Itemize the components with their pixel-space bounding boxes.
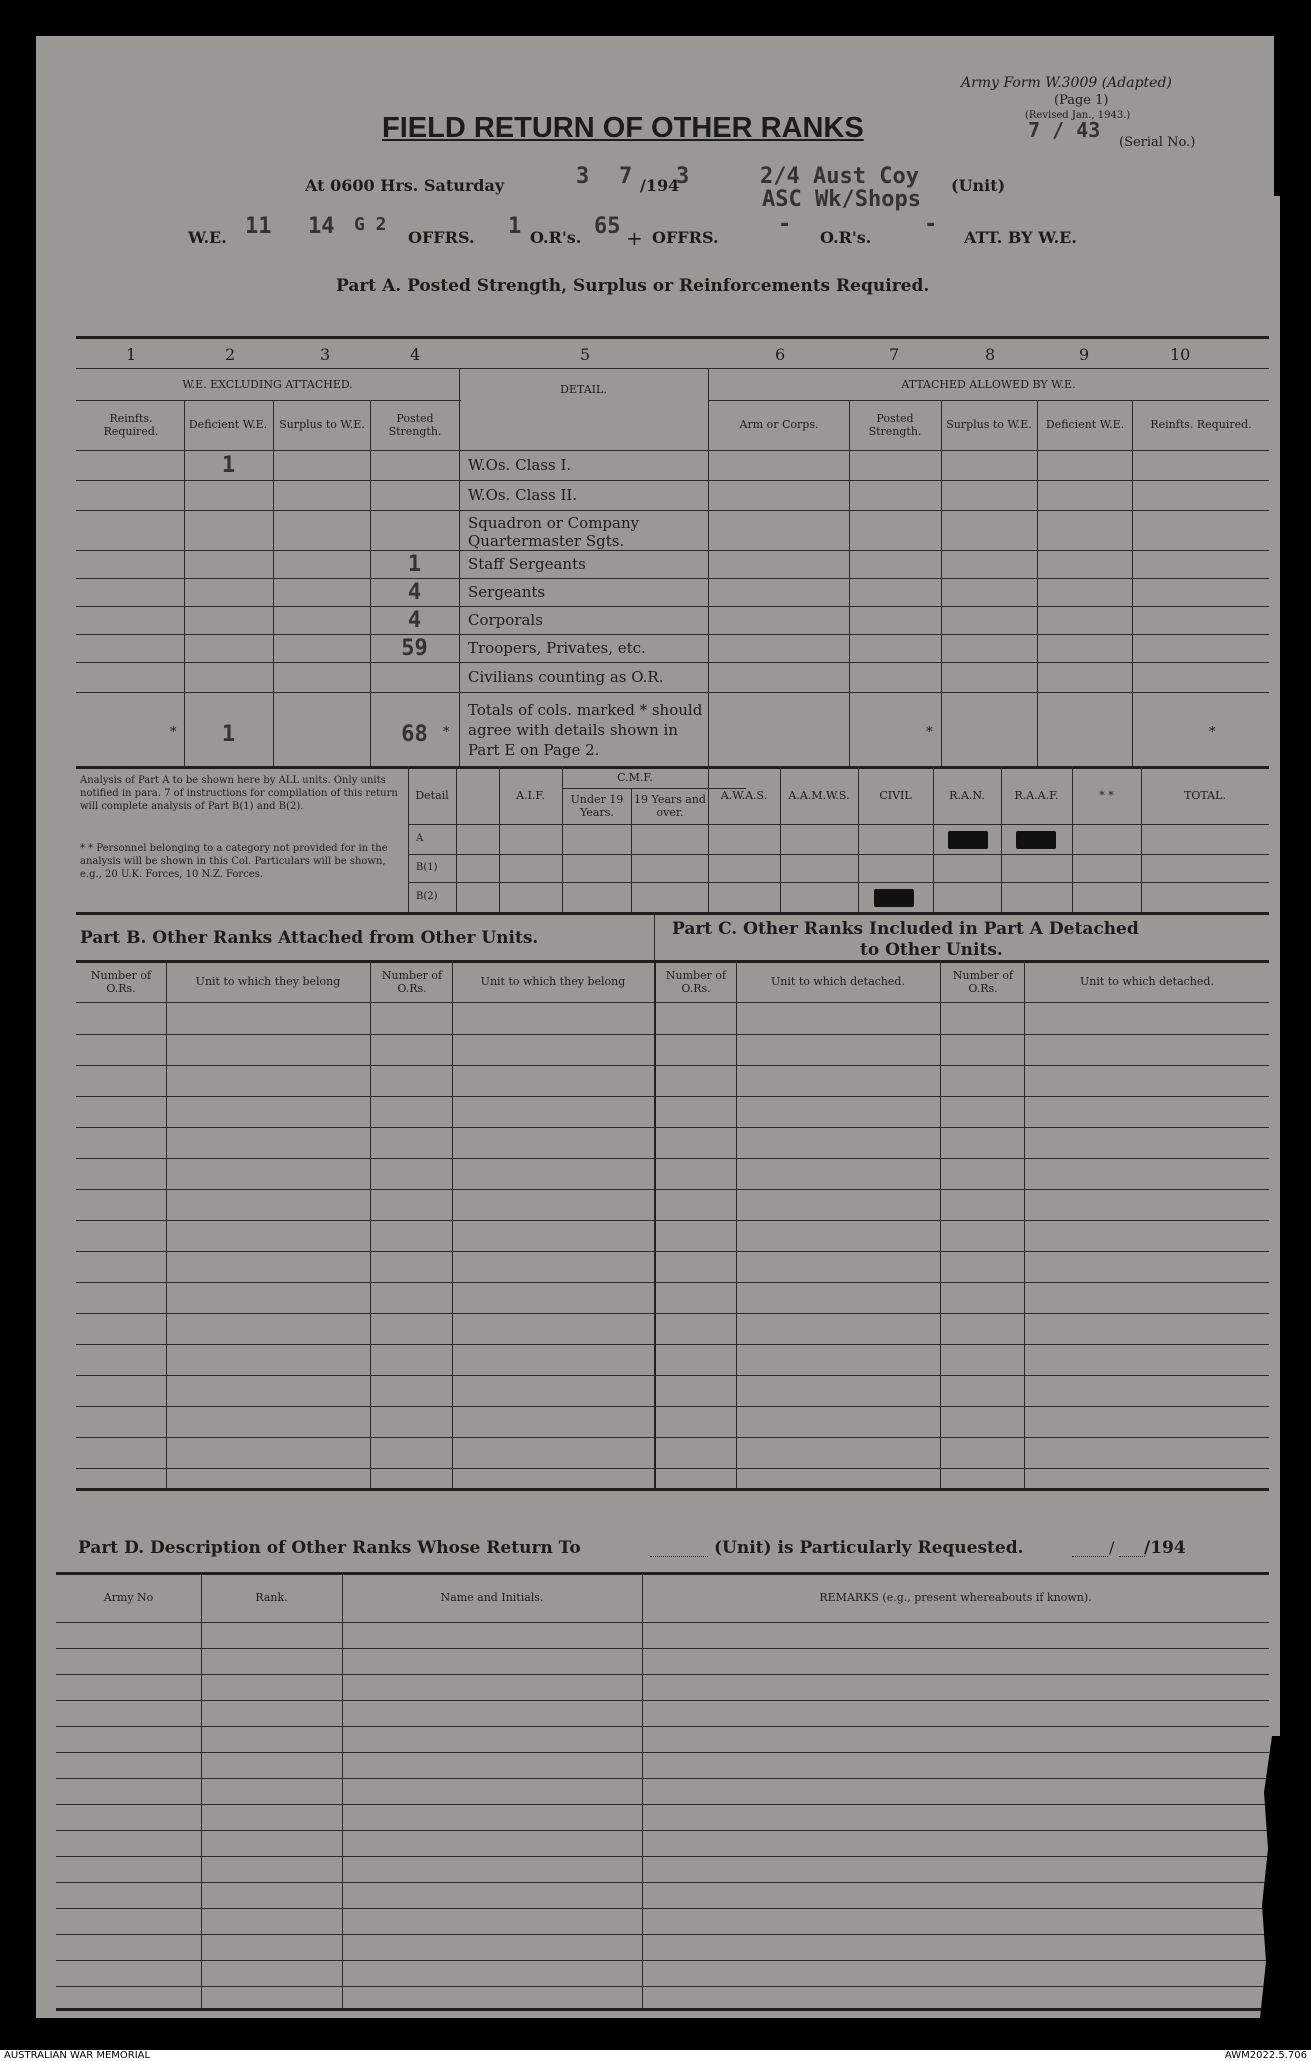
deficient-wo1: 1 — [221, 452, 236, 478]
ruled-line — [56, 1726, 1269, 1727]
part-d-date-dots-2 — [1119, 1556, 1145, 1557]
arm-corps-header: Arm or Corps. — [739, 418, 819, 432]
we-label: W.E. — [188, 228, 227, 247]
deficient-we-header: Deficient W.E. — [188, 418, 268, 432]
other-stars-header: * * — [1099, 789, 1114, 803]
ruled-line — [56, 1700, 1269, 1701]
ruled-line — [56, 1960, 1269, 1961]
ruled-line — [56, 1804, 1269, 1805]
att-label: ATT. BY W.E. — [964, 228, 1077, 247]
part-d-title-a: Part D. Description of Other Ranks Whose Return To — [78, 1538, 581, 1558]
part-c-num-header-1: Number of O.Rs. — [665, 968, 727, 995]
unit-label: (Unit) — [951, 176, 1006, 195]
offrs-value: 1 — [508, 214, 522, 239]
analysis-note-1: Analysis of Part A to be shown here by ALL units. Only units notified in para. 7 of instructions for compilation of this return will complete analysis of Part B(1) and B(2). — [80, 775, 398, 812]
ruled-line — [76, 1220, 1269, 1221]
torn-edge-top — [1274, 36, 1280, 196]
group-left-header: W.E. EXCLUDING ATTACHED. — [182, 378, 353, 392]
part-c-unit-header-2: Unit to which detached. — [1080, 975, 1214, 989]
ruled-line — [56, 1908, 1269, 1909]
over19-header: 19 Years and over. — [634, 792, 706, 819]
remarks-header: REMARKS (e.g., present whereabouts if known). — [819, 1591, 1092, 1605]
att-surplus-header: Surplus to W.E. — [946, 418, 1032, 432]
plus-sign: + — [626, 226, 643, 250]
detail-sergeants: Sergeants — [468, 583, 546, 601]
ruled-line — [56, 1778, 1269, 1779]
ruled-line — [76, 1468, 1269, 1469]
civil-header: CIVIL — [879, 789, 912, 803]
we-b: 14 — [308, 214, 335, 239]
detail-header: DETAIL. — [560, 383, 607, 397]
part-c-unit-header-1: Unit to which detached. — [771, 975, 905, 989]
detail-civilians: Civilians counting as O.R. — [468, 668, 664, 686]
rank-header: Rank. — [255, 1591, 288, 1605]
part-b-num-header-1: Number of O.Rs. — [90, 968, 152, 995]
part-d-slash: / — [1109, 1538, 1115, 1557]
under19-header: Under 19 Years. — [570, 792, 624, 819]
ors2-value: - — [924, 212, 938, 237]
part-d-title-b: (Unit) is Particularly Requested. — [714, 1538, 1024, 1558]
part-b-title: Part B. Other Ranks Attached from Other Units. — [80, 928, 539, 948]
year-prefix: /194 — [640, 176, 680, 195]
name-initials-header: Name and Initials. — [440, 1591, 544, 1605]
ruled-line — [56, 1986, 1269, 1987]
army-form-label: Army Form W.3009 (Adapted) — [961, 75, 1172, 91]
ors-label: O.R's. — [530, 228, 582, 247]
ruled-line — [56, 1882, 1269, 1883]
posted-total: 68 — [401, 721, 428, 747]
ruled-line — [76, 1282, 1269, 1283]
col-number-3: 3 — [320, 345, 331, 364]
detail-corporals: Corporals — [468, 611, 543, 629]
ruled-line — [76, 1375, 1269, 1376]
ruled-line — [76, 1313, 1269, 1314]
ruled-line — [56, 1856, 1269, 1857]
posted-strength-header: Posted Strength. — [388, 411, 442, 438]
part-b-num-header-2: Number of O.Rs. — [381, 968, 443, 995]
part-a-title: Part A. Posted Strength, Surplus or Reinforcements Required. — [336, 276, 930, 296]
detail-staff-sergeants: Staff Sergeants — [468, 555, 586, 573]
ruled-line — [56, 1674, 1269, 1675]
star-col10: * — [1209, 725, 1216, 740]
serial-label: (Serial No.) — [1119, 135, 1196, 150]
page-label: (Page 1) — [1054, 93, 1109, 108]
ruled-line — [76, 1406, 1269, 1407]
deficient-total: 1 — [221, 721, 236, 747]
surplus-we-header: Surplus to W.E. — [279, 418, 365, 432]
part-b-unit-header-1: Unit to which they belong — [195, 975, 341, 989]
part-d-date-dots-1 — [1072, 1556, 1108, 1557]
part-d-date-suffix: /194 — [1144, 1538, 1186, 1558]
ruled-line — [56, 1934, 1269, 1935]
ruled-line — [56, 1648, 1269, 1649]
redaction-raaf-a — [1016, 831, 1056, 849]
detail-totals: Totals of cols. marked * should agree with details shown in Part E on Page 2. — [468, 701, 703, 759]
col-number-8: 8 — [985, 345, 996, 364]
awas-header: A.W.A.S. — [720, 789, 768, 803]
form-title: FIELD RETURN OF OTHER RANKS — [382, 112, 864, 144]
ruled-line — [76, 1127, 1269, 1128]
col-number-5: 5 — [580, 345, 591, 364]
ruled-line — [56, 1752, 1269, 1753]
detail-troopers: Troopers, Privates, etc. — [468, 639, 646, 657]
part-d-unit-dots — [650, 1556, 708, 1557]
offrs-label: OFFRS. — [408, 228, 475, 247]
redaction-civil-b2 — [874, 889, 914, 907]
col-number-9: 9 — [1079, 345, 1090, 364]
att-posted-header: Posted Strength. — [868, 411, 922, 438]
part-c-title-2: to Other Units. — [860, 940, 1003, 960]
col-number-7: 7 — [889, 345, 900, 364]
ruled-line — [76, 1065, 1269, 1066]
ruled-line — [76, 1437, 1269, 1438]
ruled-line — [76, 1096, 1269, 1097]
star-col4: * — [443, 725, 450, 740]
day-value: 3 — [576, 164, 590, 189]
detail-cqms: Squadron or Company Quartermaster Sgts. — [468, 514, 640, 550]
month-value: 7 — [619, 164, 633, 189]
ran-header: R.A.N. — [949, 789, 985, 803]
att-reinfts-header: Reinfts. Required. — [1150, 418, 1252, 432]
form-sheet — [36, 36, 1280, 2018]
ors-value: 65 — [594, 214, 621, 239]
we-a: 11 — [245, 214, 272, 239]
ruled-line — [76, 1251, 1269, 1252]
col-number-6: 6 — [775, 345, 786, 364]
posted-corporals: 4 — [407, 607, 422, 633]
ruled-line — [76, 1344, 1269, 1345]
analysis-row-b1: B(1) — [416, 862, 438, 873]
unit-line2: ASC Wk/Shops — [762, 187, 921, 212]
reinfts-required-header: Reinfts. Required. — [103, 411, 159, 438]
we-c: G 2 — [354, 214, 387, 235]
unit-line1: 2/4 Aust Coy — [760, 164, 919, 189]
aif-header: A.I.F. — [516, 789, 545, 803]
ruled-line — [76, 1158, 1269, 1159]
part-c-num-header-2: Number of O.Rs. — [952, 968, 1014, 995]
ors2-label: O.R's. — [820, 228, 872, 247]
col-number-2: 2 — [225, 345, 236, 364]
serial-value: 7 / 43 — [1028, 118, 1101, 142]
col-number-1: 1 — [126, 345, 137, 364]
ruled-line — [76, 1189, 1269, 1190]
ruled-line — [76, 1034, 1269, 1035]
offrs2-label: OFFRS. — [652, 228, 719, 247]
analysis-note-2: * * Personnel belonging to a category not provided for in the analysis will be shown in this Col. Particulars will be shown, e.g., 20 U.K. Forces, 10 N.Z. Forces. — [80, 843, 388, 880]
part-c-title-1: Part C. Other Ranks Included in Part A Detached — [672, 919, 1139, 939]
group-right-header: ATTACHED ALLOWED BY W.E. — [901, 378, 1076, 392]
posted-sergeants: 4 — [407, 579, 422, 605]
footer-right: AWM2022.5.706 — [1224, 2050, 1307, 2061]
at-label: At 0600 Hrs. Saturday — [305, 176, 505, 195]
total-header: TOTAL. — [1184, 789, 1226, 803]
detail-wo-class1: W.Os. Class I. — [468, 456, 572, 474]
part-b-unit-header-2: Unit to which they belong — [480, 975, 626, 989]
star-col1: * — [170, 725, 177, 740]
raaf-header: R.A.A.F. — [1014, 789, 1059, 803]
year-suffix: 3 — [676, 164, 690, 189]
footer-left: AUSTRALIAN WAR MEMORIAL — [4, 2050, 151, 2061]
aamws-header: A.A.M.W.S. — [788, 789, 850, 803]
star-col7: * — [926, 725, 933, 740]
posted-troopers: 59 — [401, 635, 428, 661]
posted-staff-sergeants: 1 — [407, 551, 422, 577]
ruled-line — [56, 1830, 1269, 1831]
cmf-header: C.M.F. — [617, 771, 653, 785]
col-number-4: 4 — [410, 345, 421, 364]
detail-wo-class2: W.Os. Class II. — [468, 486, 578, 504]
redaction-ran-a — [948, 831, 988, 849]
att-deficient-header: Deficient W.E. — [1045, 418, 1125, 432]
revised-label: (Revised Jan., 1943.) — [1025, 110, 1131, 121]
offrs2-value: - — [778, 212, 792, 237]
army-no-header: Army No — [103, 1591, 154, 1605]
analysis-detail-header: Detail — [415, 789, 449, 803]
analysis-row-b2: B(2) — [416, 891, 438, 902]
col-number-10: 10 — [1170, 345, 1191, 364]
analysis-row-a: A — [416, 833, 424, 844]
